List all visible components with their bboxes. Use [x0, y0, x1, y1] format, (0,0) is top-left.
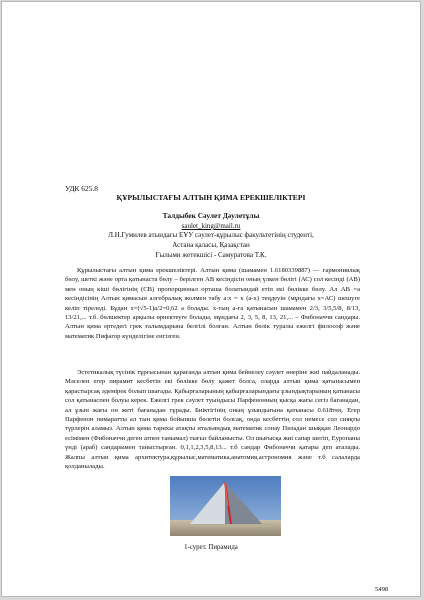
- udc-code: УДК 625.8: [65, 184, 98, 193]
- body-paragraph-1: Құрылыстағы алтын қима ерекшеліктері. Алтын қима (шамамен 1.6180339887) — гармониялық бөлу, шеткі және орта қатынаста бөлу – берілген АВ кесіндісін оның үлкен бөлігі (АС) сол кесінді (АВ) мен оның кіші бөлігінің (СВ) пропорционал орташа болатындай етіп екі бөлікке бөлу. Ал АВ =а кесіндісінің Алтын қимасын алгебралық жолмен табу а:х = х (а-х) теңдеуін (мұндағы х=АС) шешуге келіп тіреледі. Бұдан х=(√5-1)а/2=0,62 а болады. х-тың а-ға қатынасын шамамен 2/3, 3/5,5/8, 8/13, 13/21,... т.б. бөлшектер арқылы өрнектеуге болады, мұндағы 2, 3, 5, 8, 13, 21,... – Фибоначчи сандары. Алтын қима ертедегі грек ғалымдарына белгілі болған. Алтын бөлік туралы ежелгі философ және математик Пифагор күнделігіне енгізген.: [65, 267, 360, 340]
- affiliation-line-1: Л.Н.Гумилев атындағы ЕҰУ сәулет-құрылыс факультетінің студенті,: [108, 231, 314, 239]
- page-number: 5498: [375, 586, 389, 593]
- author-name: Талдыбек Сәулет Дәулетұлы: [162, 211, 260, 220]
- supervisor-line: Ғылыми жетекшісі - Самуратова Т.К.: [155, 251, 267, 259]
- body-paragraph-2: Эстетикалық түсінік тұрғысынан қарағанда алтын қима бейнелеу сәулет өнеріне жиі пайдаланады. Мәселен егер пирамит кесбетін екі бөлікке бөлу қажет болса, оларда алтын қима қатынасымен қарастырсақ әдемірек болып шығады. Қабырғаларының қабырғаларындағы ұзындықтарының қатынасы сол қатынаспен болуы керек. Ежелгі грек сәулет туындысы Парфенонның қысқа жағы сегіз бағанадан, ал ұзын жағы он жеті бағанадан тұрады. Биіктігінің оның ұзындығына қатынасы 0.618тең. Егер Парфенон пимаратты ал тын қима бойынша бөлетін болсақ, онда кесбеттің сол немесе сол сияқты түрлерін аламыз. Алтын қима тарихы атақты итальяндық математик сонау Пизадан шыққан Леонардо есімімен (Фибоначчи деген атпен танымал) тығыз байланысты. Ол шығысқа жиі сапар шегіп, Еуропаны үнді (араб) сандарымен таныстырған. 0,1,1,2,3,5,8,13... т.б сандар Фибоначчи қатары деп аталады. Жалпы алтын қима архитектура,құрылыс,математика,анатомия,астрономия және т.б салаларда қолданылады.: [65, 369, 360, 471]
- article-title: ҚҰРЫЛЫСТАҒЫ АЛТЫН ҚИМА ЕРЕКШЕЛІКТЕРІ: [116, 193, 306, 202]
- author-email-link[interactable]: saulet_king@mail.ru: [181, 222, 241, 230]
- pyramid-figure: [170, 476, 281, 536]
- plaza-strip: [180, 524, 272, 527]
- affiliation-line-2: Астана қаласы, Қазақстан: [172, 241, 250, 249]
- paper-page: [1, 1, 421, 597]
- figure-caption: 1-сурет. Пирамида: [184, 544, 238, 551]
